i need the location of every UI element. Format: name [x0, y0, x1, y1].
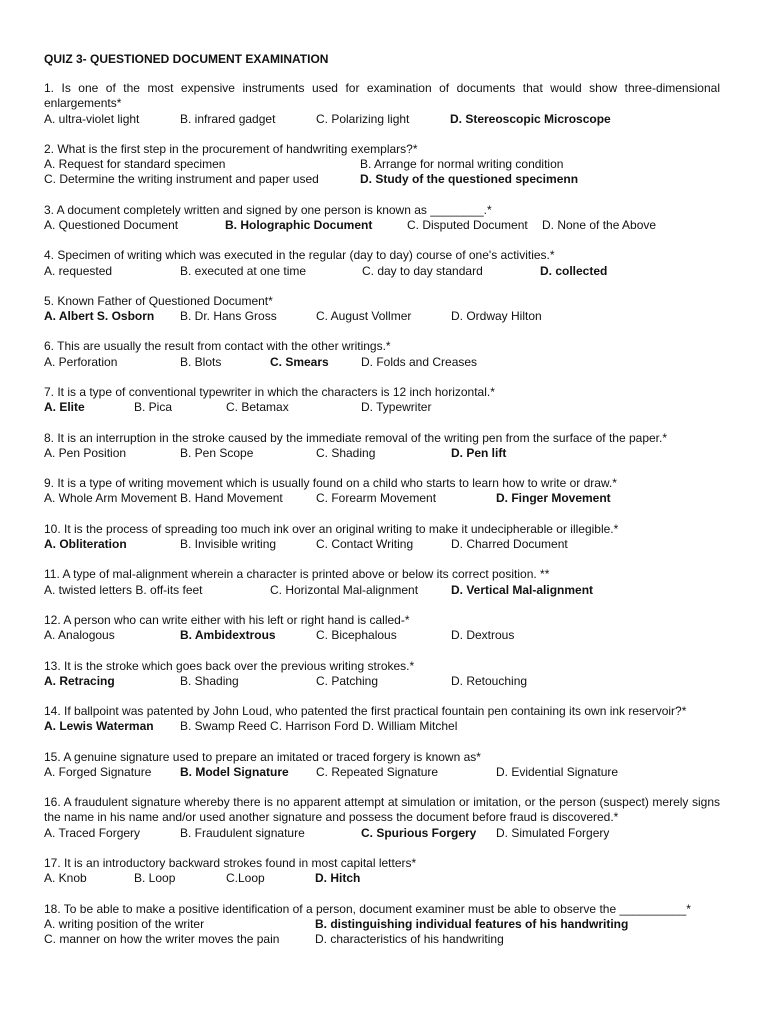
- answer-option: A. Request for standard specimen: [44, 157, 226, 172]
- answer-option: C. Bicephalous: [316, 628, 397, 643]
- question-stem: 4. Specimen of writing which was executed in the regular (day to day) course of one's activities.*: [44, 248, 555, 263]
- question-stem: 1. Is one of the most expensive instruments used for examination of documents that would show three-dimensional enlargements*: [44, 81, 720, 111]
- options-row: [44, 112, 720, 127]
- options-row: [44, 826, 720, 841]
- answer-option: C. Contact Writing: [316, 537, 414, 551]
- answer-option: A. Pen Position: [44, 445, 127, 460]
- answer-option: C. August Vollmer: [316, 309, 412, 324]
- question-list: [44, 81, 720, 947]
- answer-option: A. Knob: [44, 871, 87, 886]
- options-row: [44, 400, 720, 415]
- question-item: [44, 704, 720, 734]
- answer-option-correct: D. Stereoscopic Microscope: [450, 111, 611, 126]
- answer-option: D. characteristics of his handwriting: [315, 932, 504, 947]
- answer-option-correct: C. Smears: [270, 354, 329, 369]
- answer-option: B. Blots: [180, 354, 222, 369]
- question-item: [44, 476, 720, 506]
- options-row: [44, 674, 720, 689]
- question-item: [44, 902, 720, 948]
- answer-option: A. Questioned Document: [44, 217, 179, 232]
- answer-option: B. Swamp Reed C. Harrison Ford D. William Mitchel: [180, 719, 458, 734]
- answer-option: A. Forged Signature: [44, 764, 152, 779]
- answer-option: A. Traced Forgery: [44, 825, 141, 840]
- answer-option: B. Arrange for normal writing condition: [360, 157, 564, 172]
- answer-option: C. Patching: [316, 673, 379, 688]
- answer-option: C. Forearm Movement: [316, 491, 437, 506]
- question-stem: 7. It is a type of conventional typewriter in which the characters is 12 inch horizontal.*: [44, 385, 495, 400]
- question-stem: 9. It is a type of writing movement which is usually found on a child who starts to learn how to write or draw.*: [44, 476, 617, 491]
- options-row: [44, 917, 720, 932]
- question-item: [44, 795, 720, 841]
- question-stem: 5. Known Father of Questioned Document*: [44, 293, 273, 308]
- question-item: [44, 613, 720, 643]
- answer-option-correct: A. Elite: [44, 400, 85, 415]
- quiz-page: [44, 52, 720, 962]
- options-row: [44, 157, 720, 172]
- answer-option: D. Folds and Creases: [361, 354, 478, 369]
- answer-option: B. infrared gadget: [180, 111, 276, 126]
- answer-option: B. Pen Scope: [180, 445, 254, 460]
- question-stem: 12. A person who can write either with his left or right hand is called-*: [44, 612, 410, 627]
- answer-option: C. Betamax: [226, 400, 289, 415]
- question-stem: 17. It is an introductory backward strokes found in most capital letters*: [44, 856, 417, 871]
- question-item: [44, 385, 720, 415]
- answer-option-correct: A. Albert S. Osborn: [44, 309, 155, 324]
- answer-option: B. Invisible writing: [180, 537, 277, 551]
- answer-option: C. day to day standard: [362, 263, 483, 278]
- answer-option: B. Fraudulent signature: [180, 825, 305, 840]
- options-row: [44, 309, 720, 324]
- answer-option: D. Ordway Hilton: [451, 309, 542, 324]
- answer-option: D. Dextrous: [451, 628, 515, 643]
- question-stem: 6. This are usually the result from contact with the other writings.*: [44, 339, 391, 354]
- answer-option-correct: A. Retracing: [44, 673, 115, 688]
- answer-option-correct: B. Ambidextrous: [180, 628, 276, 643]
- answer-option: A. requested: [44, 263, 113, 278]
- question-item: [44, 294, 720, 324]
- answer-option: A. ultra-violet light: [44, 111, 140, 126]
- options-row: [44, 491, 720, 506]
- question-stem: 10. It is the process of spreading too much ink over an original writing to make it undecipherable or illegible.*: [44, 521, 619, 536]
- answer-option: B. Shading: [180, 673, 239, 688]
- question-item: [44, 142, 720, 188]
- question-stem: 13. It is the stroke which goes back over the previous writing strokes.*: [44, 658, 415, 673]
- quiz-title: QUIZ 3- QUESTIONED DOCUMENT EXAMINATION: [44, 52, 329, 66]
- answer-option: C. Horizontal Mal-alignment: [270, 582, 419, 597]
- answer-option: A. writing position of the writer: [44, 916, 205, 931]
- answer-option-correct: D. Vertical Mal-alignment: [451, 582, 594, 597]
- answer-option: D. None of the Above: [542, 217, 657, 232]
- answer-option: C. Determine the writing instrument and paper used: [44, 172, 319, 187]
- answer-option: D. Evidential Signature: [496, 764, 619, 779]
- options-row: [44, 583, 720, 598]
- answer-option: C. Polarizing light: [316, 111, 410, 126]
- answer-option-correct: D. Pen lift: [451, 445, 507, 460]
- question-item: [44, 522, 720, 552]
- options-row: [44, 355, 720, 370]
- answer-option: B. Dr. Hans Gross: [180, 309, 277, 324]
- answer-option-correct: B. distinguishing individual features of his handwriting: [315, 916, 629, 931]
- options-row: [44, 446, 720, 461]
- answer-option: D. Simulated Forgery: [496, 825, 610, 840]
- options-row: [44, 871, 720, 886]
- question-stem: 16. A fraudulent signature whereby there is no apparent attempt at simulation or imitation, or the person (suspect) merely signs the name in his name and/or used another signature and possess the document before fraud is discovered.*: [44, 795, 720, 825]
- answer-option: B. executed at one time: [180, 263, 307, 278]
- answer-option-correct: D. Finger Movement: [496, 491, 611, 506]
- question-item: [44, 248, 720, 278]
- question-stem: 2. What is the first step in the procurement of handwriting exemplars?*: [44, 141, 418, 156]
- answer-option-correct: B. Model Signature: [180, 764, 289, 779]
- options-row: [44, 765, 720, 780]
- answer-option: D. Retouching: [451, 673, 528, 688]
- answer-option: A. Whole Arm Movement B. Hand Movement: [44, 491, 283, 506]
- question-item: [44, 659, 720, 689]
- options-row: [44, 628, 720, 643]
- answer-option-correct: D. Hitch: [315, 871, 361, 886]
- answer-option-correct: D. collected: [540, 263, 608, 278]
- question-item: [44, 339, 720, 369]
- answer-option: A. Perforation: [44, 354, 118, 369]
- question-item: [44, 750, 720, 780]
- options-row: [44, 537, 720, 552]
- question-item: [44, 567, 720, 597]
- question-stem: 3. A document completely written and signed by one person is known as ________.*: [44, 202, 492, 217]
- options-row: [44, 218, 720, 233]
- answer-option-correct: A. Lewis Waterman: [44, 719, 154, 734]
- question-stem: 8. It is an interruption in the stroke caused by the immediate removal of the writing pen from the surface of the paper.*: [44, 430, 667, 445]
- options-row: [44, 719, 720, 734]
- answer-option-correct: A. Obliteration: [44, 537, 127, 551]
- answer-option: C. Disputed Document: [407, 217, 528, 232]
- answer-option-correct: C. Spurious Forgery: [361, 825, 477, 840]
- answer-option: C.Loop: [226, 871, 265, 886]
- question-item: [44, 81, 720, 127]
- question-item: [44, 856, 720, 886]
- question-item: [44, 203, 720, 233]
- answer-option: C. Shading: [316, 445, 376, 460]
- question-stem: 14. If ballpoint was patented by John Loud, who patented the first practical fountain pen containing its own ink reservoir?*: [44, 704, 687, 719]
- answer-option: D. Charred Document: [451, 537, 568, 551]
- question-stem: 18. To be able to make a positive identification of a person, document examiner must be able to observe the __________*: [44, 901, 691, 916]
- options-row: [44, 172, 720, 187]
- options-row: [44, 264, 720, 279]
- answer-option: C. manner on how the writer moves the pain: [44, 932, 280, 947]
- answer-option: A. Analogous: [44, 628, 115, 643]
- answer-option: A. twisted letters B. off-its feet: [44, 582, 203, 597]
- answer-option-correct: B. Holographic Document: [225, 217, 373, 232]
- answer-option: C. Repeated Signature: [316, 764, 439, 779]
- question-item: [44, 431, 720, 461]
- question-stem: 11. A type of mal-alignment wherein a character is printed above or below its correct position. **: [44, 567, 550, 582]
- answer-option: D. Typewriter: [361, 400, 432, 415]
- answer-option-correct: D. Study of the questioned specimenn: [360, 172, 579, 187]
- options-row: [44, 932, 720, 947]
- answer-option: B. Pica: [134, 400, 173, 415]
- question-stem: 15. A genuine signature used to prepare an imitated or traced forgery is known as*: [44, 749, 481, 764]
- answer-option: B. Loop: [134, 871, 176, 886]
